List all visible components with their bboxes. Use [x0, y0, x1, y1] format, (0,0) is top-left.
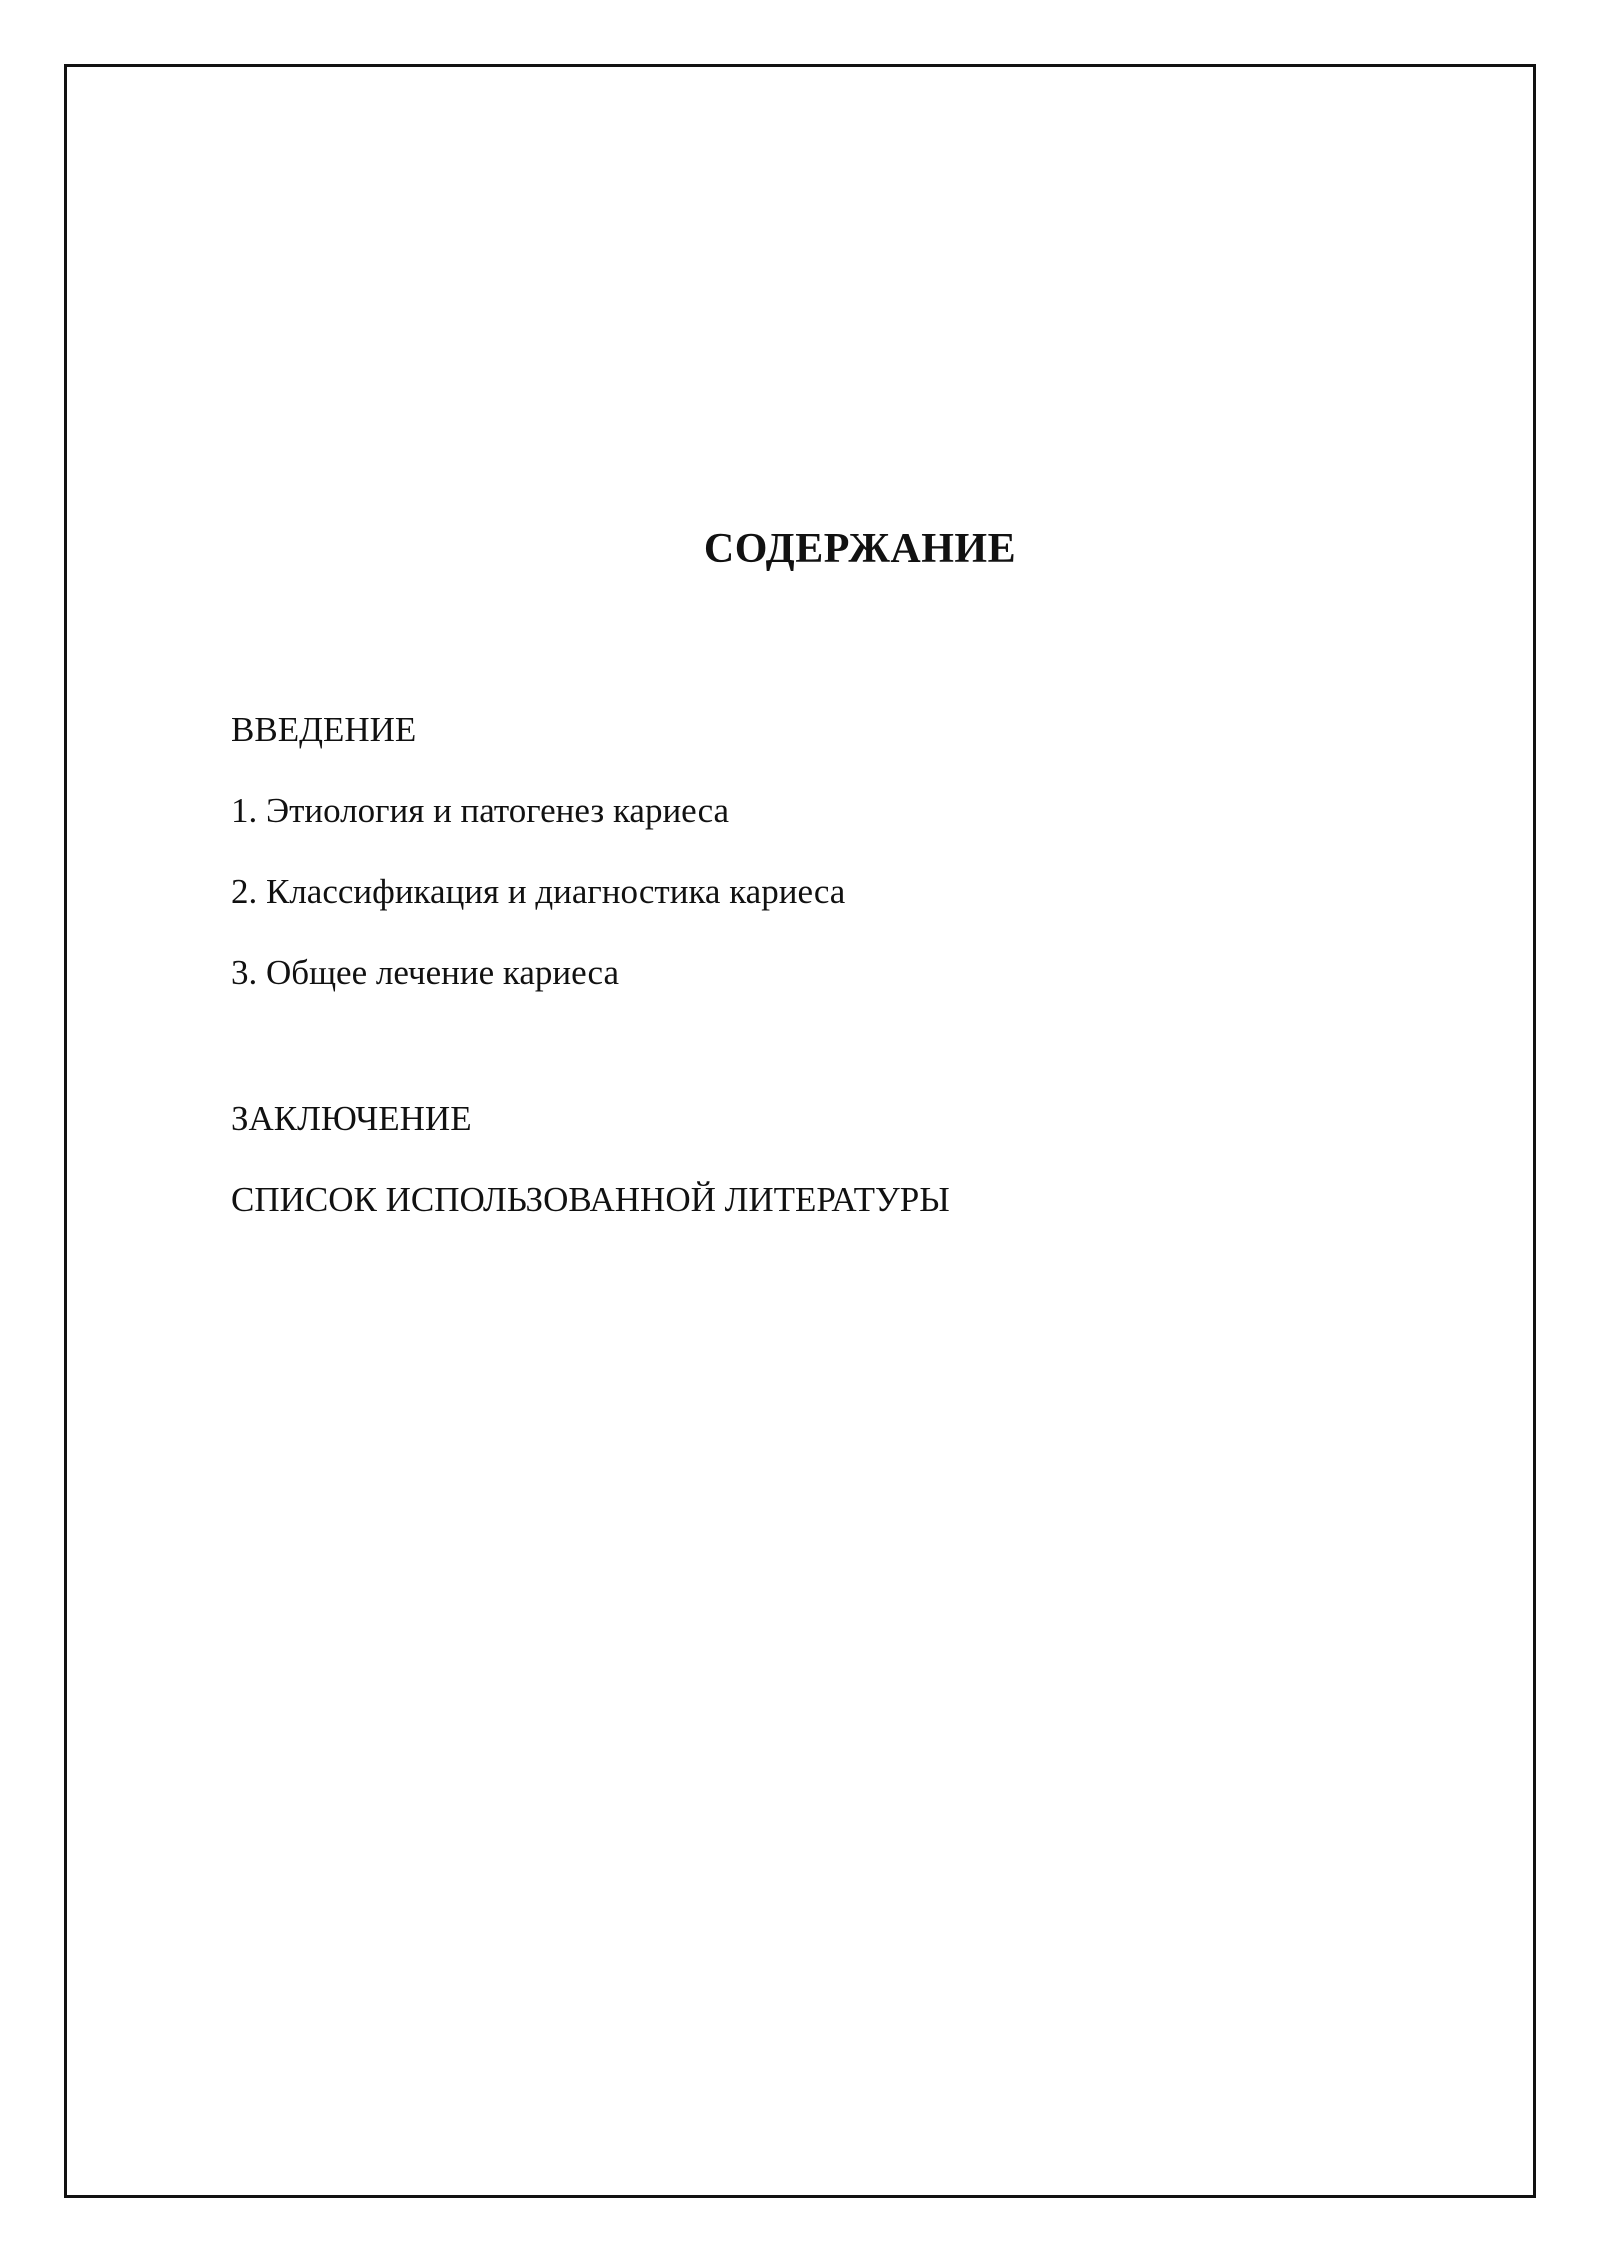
toc-item-introduction: ВВЕДЕНИЕ	[231, 710, 417, 749]
toc-item-chapter-3: 3. Общее лечение кариеса	[231, 953, 620, 992]
page-frame	[64, 64, 1536, 2198]
toc-item-chapter-2: 2. Классификация и диагностика кариеса	[231, 872, 846, 911]
toc-item-chapter-1: 1. Этиология и патогенез кариеса	[231, 791, 730, 830]
toc-item-references: СПИСОК ИСПОЛЬЗОВАННОЙ ЛИТЕРАТУРЫ	[231, 1180, 950, 1219]
page-title: СОДЕРЖАНИЕ	[703, 526, 1017, 572]
toc-item-conclusion: ЗАКЛЮЧЕНИЕ	[231, 1099, 472, 1138]
